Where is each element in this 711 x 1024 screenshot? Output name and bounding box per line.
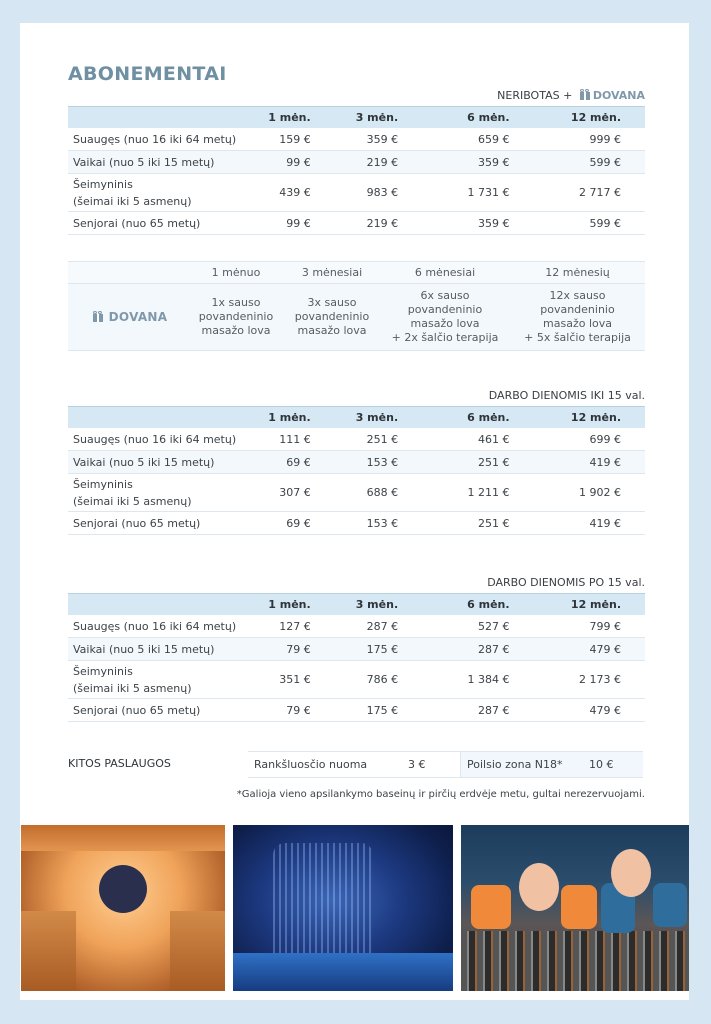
weekday-after-price-table (68, 593, 645, 722)
gift-line: 3x sauso (307, 296, 357, 309)
row-label (68, 174, 255, 212)
header-cell: 12 mėn. (534, 407, 645, 429)
gift-line: povandeninio (407, 303, 483, 316)
price-cell: 1 731 € (422, 174, 533, 212)
header-cell-empty (68, 107, 255, 129)
gift-line: masažo lova (410, 317, 480, 330)
pool-fountain-photo (233, 825, 453, 991)
gift-icon (93, 311, 103, 322)
price-cell: 439 € (255, 174, 311, 212)
table-row (68, 699, 645, 722)
row-label-line1: Šeimyninis (73, 477, 133, 491)
header-cell: 12 mėn. (534, 594, 645, 616)
price-cell: 251 € (311, 428, 422, 451)
weekday-before-price-table (68, 406, 645, 535)
price-cell: 699 € (534, 428, 645, 451)
gift-line: 12x sauso (549, 289, 606, 302)
row-label (68, 474, 255, 512)
table-row (68, 512, 645, 535)
price-cell: 983 € (311, 174, 422, 212)
weekday-before-caption: DARBO DIENOMIS IKI 15 val. (488, 389, 645, 402)
price-cell: 359 € (422, 151, 533, 174)
table-row (68, 128, 645, 151)
row-label: Suaugęs (nuo 16 iki 64 metų) (68, 128, 255, 151)
gift-label: DOVANA (108, 310, 168, 324)
gift-line: + 2x šalčio terapija (391, 331, 499, 344)
header-cell: 12 mėn. (534, 107, 645, 129)
gift-label: DOVANA (592, 89, 645, 102)
header-cell: 3 mėn. (311, 594, 422, 616)
price-cell: 419 € (534, 451, 645, 474)
header-cell: 6 mėn. (422, 594, 533, 616)
gift-line: 6x sauso (420, 289, 470, 302)
price-cell: 1 211 € (422, 474, 533, 512)
price-cell: 175 € (311, 699, 422, 722)
header-cell: 3 mėn. (311, 107, 422, 129)
row-label-line1: Šeimyninis (73, 177, 133, 191)
price-cell: 359 € (311, 128, 422, 151)
row-label: Suaugęs (nuo 16 iki 64 metų) (68, 428, 255, 451)
row-label: Suaugęs (nuo 16 iki 64 metų) (68, 615, 255, 638)
row-label: Vaikai (nuo 5 iki 15 metų) (68, 638, 255, 661)
gift-line: povandeninio (294, 310, 370, 323)
gift-line: povandeninio (198, 310, 274, 323)
header-cell: 3 mėn. (311, 407, 422, 429)
header-cell-empty (68, 407, 255, 429)
table-header-row (68, 107, 645, 129)
price-cell: 111 € (255, 428, 311, 451)
table-header-row (68, 407, 645, 429)
page-title: ABONEMENTAI (68, 63, 227, 85)
gift-icon (580, 89, 590, 100)
table-header-row (68, 594, 645, 616)
price-cell: 251 € (422, 512, 533, 535)
table-row (68, 638, 645, 661)
header-cell: 1 mėn. (255, 407, 311, 429)
row-label: Senjorai (nuo 65 metų) (68, 512, 255, 535)
footnote: *Galioja vieno apsilankymo baseinų ir pirčių erdvėje metu, gultai nerezervuojami. (236, 789, 645, 800)
gift-table (68, 261, 645, 351)
gift-label-cell (68, 284, 188, 351)
price-cell: 79 € (255, 638, 311, 661)
table-row (68, 474, 645, 512)
other-services-label: KITOS PASLAUGOS (68, 757, 171, 770)
price-cell: 127 € (255, 615, 311, 638)
row-label: Senjorai (nuo 65 metų) (68, 699, 255, 722)
table-row (68, 615, 645, 638)
unlimited-price-table (68, 106, 645, 235)
price-cell: 799 € (534, 615, 645, 638)
price-cell: 287 € (311, 615, 422, 638)
price-cell: 69 € (255, 512, 311, 535)
price-cell: 219 € (311, 212, 422, 235)
gift-header-cell: 6 mėnesiai (380, 262, 510, 284)
header-cell: 6 mėn. (422, 407, 533, 429)
table-row (68, 661, 645, 699)
price-cell: 153 € (311, 451, 422, 474)
service-price: 3 € (408, 758, 426, 771)
price-cell: 999 € (534, 128, 645, 151)
price-cell: 153 € (311, 512, 422, 535)
gift-row (68, 284, 645, 351)
service-item (461, 752, 643, 777)
price-cell: 527 € (422, 615, 533, 638)
price-cell: 351 € (255, 661, 311, 699)
gift-header-cell: 1 mėnuo (188, 262, 284, 284)
row-label-line2: (šeimai iki 5 asmenų) (73, 681, 192, 695)
price-cell: 175 € (311, 638, 422, 661)
price-cell: 287 € (422, 638, 533, 661)
table-row (68, 151, 645, 174)
row-label-line1: Šeimyninis (73, 664, 133, 678)
price-cell: 307 € (255, 474, 311, 512)
price-cell: 219 € (311, 151, 422, 174)
row-label-line2: (šeimai iki 5 asmenų) (73, 194, 192, 208)
table-row (68, 451, 645, 474)
header-cell: 1 mėn. (255, 594, 311, 616)
gift-header-row (68, 262, 645, 284)
price-cell: 99 € (255, 212, 311, 235)
kids-pool-photo (461, 825, 689, 991)
price-cell: 359 € (422, 212, 533, 235)
unlimited-caption (497, 89, 645, 102)
table-row (68, 428, 645, 451)
service-price: 10 € (589, 758, 614, 771)
price-cell: 251 € (422, 451, 533, 474)
service-name: Poilsio zona N18* (467, 758, 563, 771)
price-cell: 159 € (255, 128, 311, 151)
row-label: Vaikai (nuo 5 iki 15 metų) (68, 451, 255, 474)
weekday-after-caption: DARBO DIENOMIS PO 15 val. (487, 576, 645, 589)
other-services-table (248, 751, 643, 778)
gift-line: 1x sauso (211, 296, 261, 309)
price-cell: 287 € (422, 699, 533, 722)
price-cell: 419 € (534, 512, 645, 535)
price-cell: 599 € (534, 151, 645, 174)
header-cell: 1 mėn. (255, 107, 311, 129)
price-cell: 479 € (534, 699, 645, 722)
gift-line: masažo lova (297, 324, 367, 337)
gift-cell (380, 284, 510, 351)
price-cell: 2 173 € (534, 661, 645, 699)
gift-line: masažo lova (543, 317, 612, 330)
row-label (68, 661, 255, 699)
row-label-line2: (šeimai iki 5 asmenų) (73, 494, 192, 508)
header-cell-empty (68, 594, 255, 616)
price-cell: 599 € (534, 212, 645, 235)
price-cell: 2 717 € (534, 174, 645, 212)
price-cell: 659 € (422, 128, 533, 151)
gift-line: povandeninio (540, 303, 615, 316)
gift-line: masažo lova (201, 324, 271, 337)
table-row (68, 212, 645, 235)
gift-cell (510, 284, 645, 351)
price-cell: 479 € (534, 638, 645, 661)
price-cell: 1 902 € (534, 474, 645, 512)
row-label: Senjorai (nuo 65 metų) (68, 212, 255, 235)
price-sheet (20, 23, 689, 1000)
gift-header-empty (68, 262, 188, 284)
unlimited-caption-text: NERIBOTAS + (497, 89, 573, 102)
sauna-photo (21, 825, 225, 991)
price-cell: 79 € (255, 699, 311, 722)
gift-cell (284, 284, 380, 351)
gift-header-cell: 3 mėnesiai (284, 262, 380, 284)
gift-line: + 5x šalčio terapija (524, 331, 631, 344)
service-name: Rankšluosčio nuoma (254, 758, 368, 771)
header-cell: 6 mėn. (422, 107, 533, 129)
gift-cell (188, 284, 284, 351)
service-item (248, 752, 461, 777)
price-cell: 1 384 € (422, 661, 533, 699)
price-cell: 786 € (311, 661, 422, 699)
gift-header-cell: 12 mėnesių (510, 262, 645, 284)
table-row (68, 174, 645, 212)
price-cell: 69 € (255, 451, 311, 474)
price-cell: 99 € (255, 151, 311, 174)
price-cell: 461 € (422, 428, 533, 451)
row-label: Vaikai (nuo 5 iki 15 metų) (68, 151, 255, 174)
price-cell: 688 € (311, 474, 422, 512)
